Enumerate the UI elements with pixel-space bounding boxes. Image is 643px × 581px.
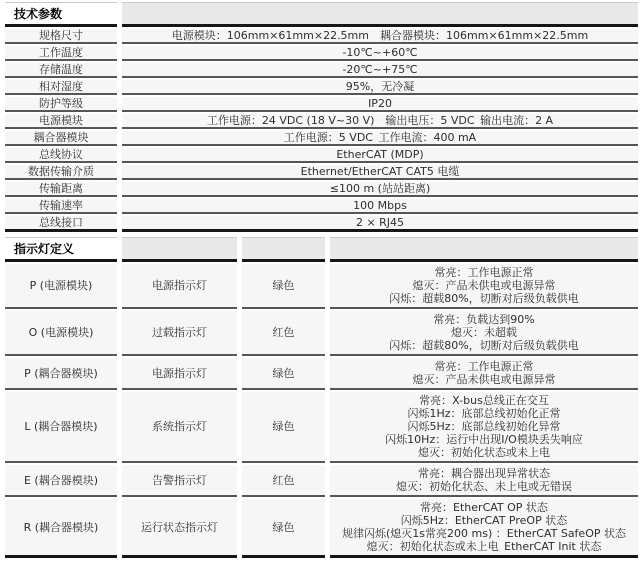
indicator-name: 告警指示灯 xyxy=(122,465,237,497)
indicator-table xyxy=(0,235,643,560)
indicator-color-label: 绿色 xyxy=(242,499,325,558)
spec-label: 相对湿度 xyxy=(5,80,117,95)
indicator-state-line: 熄灭：初始化状态或未上电 EtherCAT Init 状态 xyxy=(366,540,602,553)
indicator-state-line: 熄灭：初始化状态或未上电 xyxy=(418,446,550,459)
indicator-states xyxy=(330,358,638,390)
indicator-id: P (耦合器模块) xyxy=(5,358,117,390)
indicator-name: 电源指示灯 xyxy=(122,264,237,309)
spec-value: 工作电源：5 VDC 工作电流：400 mA xyxy=(122,131,638,146)
indicator-color-label: 绿色 xyxy=(242,264,325,309)
indicator-state-line: 常亮：EtherCAT OP 状态 xyxy=(420,501,548,514)
spec-label: 传输距离 xyxy=(5,182,117,197)
spec-label: 耦合器模块 xyxy=(5,131,117,146)
spec-label: 存储温度 xyxy=(5,63,117,78)
spec-label: 规格尺寸 xyxy=(5,29,117,44)
spec-row xyxy=(5,29,638,44)
indicator-row xyxy=(5,465,638,497)
indicator-states xyxy=(330,311,638,356)
indicator-state-line: 常亮：负载达到90% xyxy=(433,313,535,326)
indicator-state-line: 熄灭：产品未供电或电源异常 xyxy=(412,279,556,292)
spec-label: 防护等级 xyxy=(5,97,117,112)
spec-label: 传输速率 xyxy=(5,199,117,214)
tech-params-section-title: 技术参数 xyxy=(5,2,117,27)
indicator-state-line: 闪烁1Hz：底部总线初始化正常 xyxy=(407,407,561,420)
spec-value: 工作电源：24 VDC (18 V~30 V) 输出电压：5 VDC 输出电流：2 A xyxy=(122,114,638,129)
indicator-id: P (电源模块) xyxy=(5,264,117,309)
spec-row xyxy=(5,148,638,163)
spec-label: 电源模块 xyxy=(5,114,117,129)
indicator-color-label: 红色 xyxy=(242,311,325,356)
indicator-header-fill xyxy=(122,237,237,262)
indicator-state-line: 常亮：工作电源正常 xyxy=(434,266,534,279)
tech-params-table xyxy=(0,0,643,234)
spec-label: 数据传输介质 xyxy=(5,165,117,180)
indicator-state-line: 闪烁5Hz：EtherCAT PreOP 状态 xyxy=(400,514,568,527)
spec-value: 2 × RJ45 xyxy=(122,216,638,232)
spec-label: 工作温度 xyxy=(5,46,117,61)
spec-row xyxy=(5,97,638,112)
indicator-state-line: 闪烁：超载80%，切断对后级负载供电 xyxy=(389,292,579,305)
indicator-color-label: 绿色 xyxy=(242,358,325,390)
spec-value: -10℃~+60℃ xyxy=(122,46,638,61)
indicator-states xyxy=(330,264,638,309)
indicator-name: 电源指示灯 xyxy=(122,358,237,390)
indicator-color-label: 绿色 xyxy=(242,392,325,463)
indicator-id: O (电源模块) xyxy=(5,311,117,356)
spec-value: Ethernet/EtherCAT CAT5 电缆 xyxy=(122,165,638,180)
spec-row xyxy=(5,63,638,78)
spec-row xyxy=(5,199,638,214)
indicator-header-fill xyxy=(330,237,638,262)
spec-row xyxy=(5,182,638,197)
spec-row xyxy=(5,131,638,146)
indicator-state-line: 常亮：工作电源正常 xyxy=(434,360,534,373)
indicator-name: 运行状态指示灯 xyxy=(122,499,237,558)
indicator-states xyxy=(330,465,638,497)
spec-row xyxy=(5,46,638,61)
spec-value: EtherCAT (MDP) xyxy=(122,148,638,163)
spec-value: IP20 xyxy=(122,97,638,112)
indicator-name: 过载指示灯 xyxy=(122,311,237,356)
indicator-state-line: 闪烁10Hz：运行中出现I/O模块丢失响应 xyxy=(385,433,583,446)
indicator-state-line: 常亮：X-bus总线正在交互 xyxy=(419,394,549,407)
indicator-header-row xyxy=(5,237,638,262)
spec-value: ≤100 m (站站距离) xyxy=(122,182,638,197)
spec-value: 电源模块：106mm×61mm×22.5mm 耦合器模块：106mm×61mm×22.5mm xyxy=(122,29,638,44)
indicator-row xyxy=(5,311,638,356)
indicator-id: R (耦合器模块) xyxy=(5,499,117,558)
indicator-row xyxy=(5,392,638,463)
spec-value: 95%，无冷凝 xyxy=(122,80,638,95)
spec-label: 总线接口 xyxy=(5,216,117,232)
indicator-header-fill xyxy=(242,237,325,262)
indicator-color-label: 红色 xyxy=(242,465,325,497)
spec-value: -20℃~+75℃ xyxy=(122,63,638,78)
indicator-row xyxy=(5,499,638,558)
tech-params-header-row xyxy=(5,2,638,27)
indicator-section-title: 指示灯定义 xyxy=(5,237,117,262)
spec-row xyxy=(5,114,638,129)
spec-value: 100 Mbps xyxy=(122,199,638,214)
indicator-row xyxy=(5,358,638,390)
indicator-id: E (耦合器模块) xyxy=(5,465,117,497)
spec-label: 总线协议 xyxy=(5,148,117,163)
indicator-state-line: 规律闪烁(熄灭1s常亮200 ms) ：EtherCAT SafeOP 状态 xyxy=(342,527,626,540)
indicator-state-line: 闪烁5Hz：底部总线初始化异常 xyxy=(407,420,561,433)
indicator-states xyxy=(330,499,638,558)
spec-row xyxy=(5,165,638,180)
indicator-state-line: 熄灭：初始化状态、未上电或无错误 xyxy=(396,480,572,493)
spec-row xyxy=(5,216,638,232)
indicator-state-line: 闪烁：超载80%，切断对后级负载供电 xyxy=(389,339,579,352)
tech-params-header-fill xyxy=(122,2,638,27)
indicator-id: L (耦合器模块) xyxy=(5,392,117,463)
indicator-states xyxy=(330,392,638,463)
indicator-state-line: 常亮：耦合器出现异常状态 xyxy=(418,467,550,480)
indicator-name: 系统指示灯 xyxy=(122,392,237,463)
indicator-state-line: 熄灭：产品未供电或电源异常 xyxy=(412,373,556,386)
spec-row xyxy=(5,80,638,95)
indicator-row xyxy=(5,264,638,309)
indicator-state-line: 熄灭：未超载 xyxy=(451,326,517,339)
